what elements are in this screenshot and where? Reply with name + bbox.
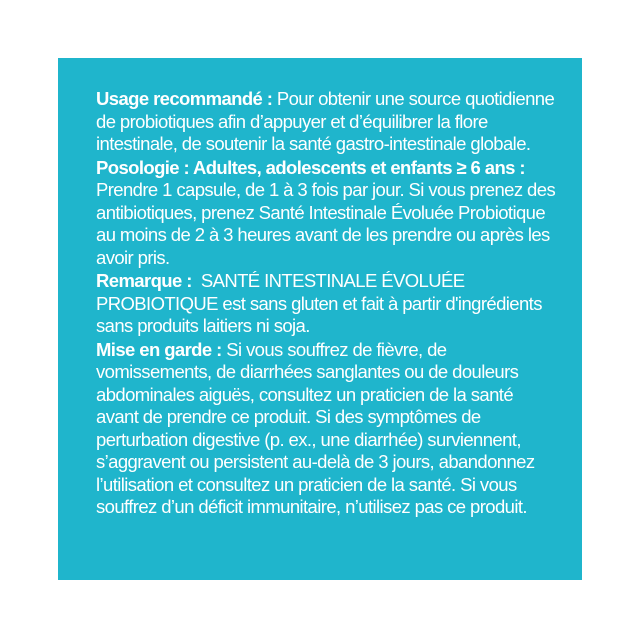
note-label: Remarque : — [96, 270, 192, 291]
warning-section — [96, 339, 556, 519]
dosage-label: Posologie : Adultes, adolescents et enfants ≥ 6 ans : — [96, 156, 525, 178]
note-section — [96, 270, 556, 338]
warning-text: Si vous souffrez de fièvre, de vomissements, de diarrhées sanglantes ou de douleurs abdominales aiguës, consultez un praticien de la santé avant de prendre ce produit. Si des symptômes de perturbation digestive (p. ex., une diarrhée) surviennent, s’aggravent ou persistent au-delà de 3 jours, abandonnez l’utilisation et consultez un praticien de la santé. Si vous souffrez d’un déficit immunitaire, n’utilisez pas ce produit. — [96, 338, 535, 517]
dosage-section — [96, 157, 556, 270]
usage-label: Usage recommandé : — [96, 88, 273, 109]
warning-label: Mise en garde : — [96, 338, 222, 360]
dosage-text: Prendre 1 capsule, de 1 à 3 fois par jour. Si vous prenez des antibiotiques, prenez Santé Intestinale Évoluée Probiotique au moins de 2 à 3 heures avant de les prendre ou après les avoir pris. — [96, 179, 556, 268]
usage-text: Pour obtenir une source quotidienne de probiotiques afin d’appuyer et d’équilibrer la flore intestinale, de soutenir la santé gastro-intestinale globale. — [96, 88, 555, 154]
usage-section — [96, 88, 556, 156]
label-panel — [58, 58, 582, 580]
note-text: SANTÉ INTESTINALE ÉVOLUÉE PROBIOTIQUE est sans gluten et fait à partir d'ingrédients sans produits laitiers ni soja. — [96, 270, 547, 336]
